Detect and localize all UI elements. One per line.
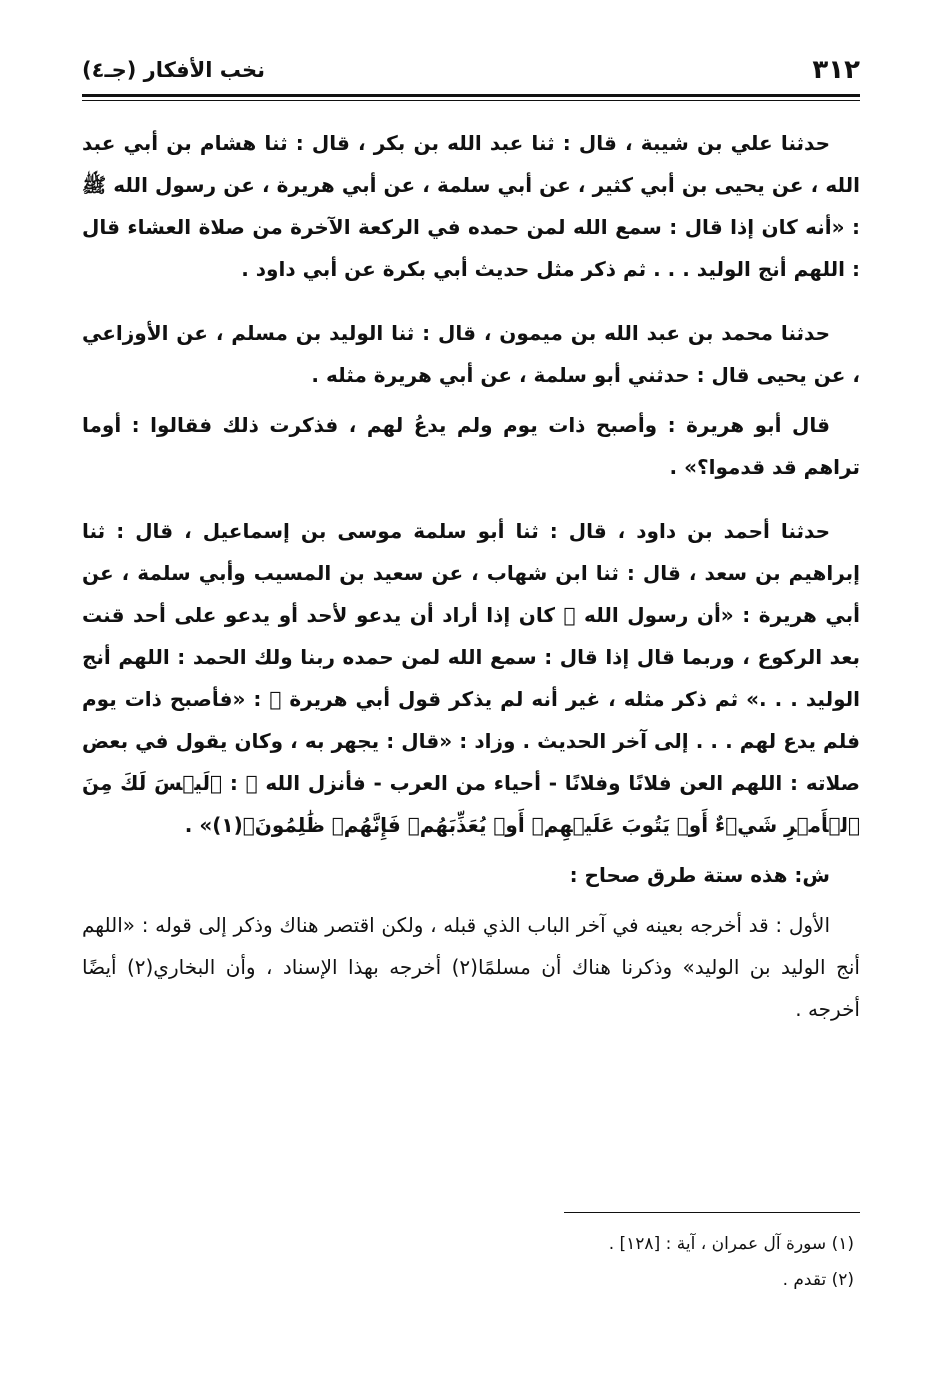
paragraph-commentary: الأول : قد أخرجه بعينه في آخر الباب الذي قبله ، ولكن اقتصر هناك وذكر إلى قوله : «اللهم أنج الوليد بن الوليد» وذكرنا هناك أن مسلمًا(٢) أخرجه بهذا الإسناد ، وأن البخاري(٢) أيضًا أخرجه .: [82, 913, 860, 1021]
page-header: [82, 50, 860, 90]
footnote-2: (٢) تقدم .: [782, 1270, 854, 1290]
footnote-separator: [564, 1212, 860, 1213]
footnote-1: (١) سورة آل عمران ، آية : [١٢٨] .: [608, 1234, 854, 1254]
main-text: [82, 122, 860, 1038]
paragraph-hadith-1: حدثنا علي بن شيبة ، قال : ثنا عبد الله بن بكر ، قال : ثنا هشام بن أبي عبد الله ، عن يحيى بن أبي كثير ، عن أبي سلمة ، عن أبي هريرة ، عن رسول الله ﷺ : «أنه كان إذا قال : سمع الله لمن حمده في الركعة الآخرة من صلاة العشاء قال : اللهم أنج الوليد . . . ثم ذكر مثل حديث أبي بكرة عن أبي داود .: [82, 131, 860, 281]
book-page: [82, 50, 860, 1340]
page-number: ٣١٢: [812, 55, 860, 85]
paragraph-hadith-3: حدثنا أحمد بن داود ، قال : ثنا أبو سلمة موسى بن إسماعيل ، قال : ثنا إبراهيم بن سعد ، قال : ثنا ابن شهاب ، عن سعيد بن المسيب وأبي سلمة ، عن أبي هريرة : «أن رسول الله ﷺ كان إذا أراد أن يدعو لأحد أو يدعو على أحد قنت بعد الركوع ، وربما قال إذا قال : سمع الله لمن حمده ربنا ولك الحمد : اللهم أنج الوليد . . .» ثم ذكر مثله ، غير أنه لم يذكر قول أبي هريرة ؓ : «فأصبح ذات يوم فلم يدع لهم . . . إلى آخر الحديث . وزاد : «قال : يجهر به ، وكان يقول في بعض صلاته : اللهم العن فلانًا وفلانًا - أحياء من العرب - فأنزل الله ﷻ : ﴿لَيۡسَ لَكَ مِنَ ٱلۡأَمۡرِ شَيۡءٌ أَوۡ يَتُوبَ عَلَيۡهِمۡ أَوۡ يُعَذِّبَهُمۡ فَإِنَّهُمۡ ظَٰلِمُونَ﴾(١)» .: [82, 519, 860, 837]
paragraph-commentary-heading: ش: هذه ستة طرق صحاح :: [569, 863, 830, 887]
header-rule-thin: [82, 100, 860, 101]
paragraph-hadith-2-addition: قال أبو هريرة : وأصبح ذات يوم ولم يدعُ لهم ، فذكرت ذلك فقالوا : أوما تراهم قد قدموا؟» .: [82, 413, 860, 479]
header-rule: [82, 94, 860, 97]
footnotes: [82, 1226, 860, 1298]
paragraph-hadith-2: حدثنا محمد بن عبد الله بن ميمون ، قال : ثنا الوليد بن مسلم ، عن الأوزاعي ، عن يحيى قال : حدثني أبو سلمة ، عن أبي هريرة مثله .: [82, 321, 860, 387]
book-title: نخب الأفكار (جـ٤): [82, 58, 265, 82]
